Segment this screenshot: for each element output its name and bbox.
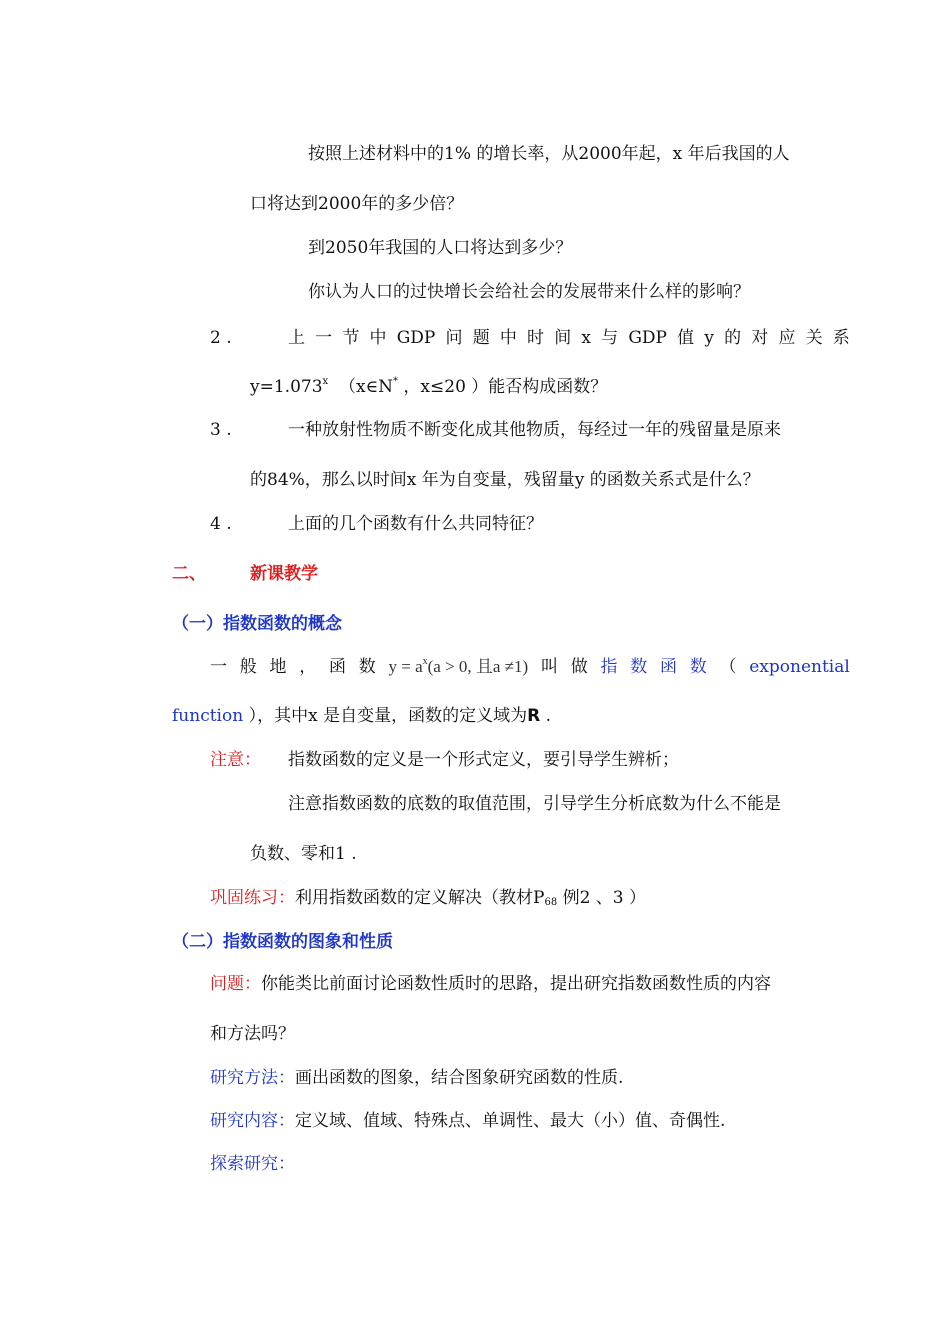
- q2-formula: y=1.073: [250, 377, 323, 397]
- q3-line2: 的84%，那么以时间x 年为自变量，残留量y 的函数关系式是什么？: [250, 470, 760, 490]
- section-title: 新课教学: [250, 564, 318, 584]
- q2-domain: （x∈N: [338, 377, 394, 397]
- q2-char: 上: [288, 328, 305, 348]
- q1-line1: 按照上述材料中的1% 的增长率，从2000年起，x 年后我国的人: [308, 144, 790, 164]
- term-english-1: exponential: [749, 657, 850, 677]
- q2-char: 时: [527, 328, 545, 348]
- q2-question: ，x≤20 ）能否构成函数？: [398, 377, 608, 397]
- q2-char: 与: [601, 328, 619, 348]
- q1-line3: 到2050年我国的人口将达到多少？: [308, 238, 573, 258]
- section-number: 二、: [172, 564, 206, 584]
- exp-formula: [389, 656, 529, 677]
- q2-char: 系: [832, 328, 850, 348]
- q1-line2: 口将达到2000年的多少倍？: [250, 194, 464, 214]
- term-english-2: function: [172, 706, 244, 726]
- formula-condition: (a > 0, 且a ≠1): [427, 657, 529, 676]
- note-line2: 注意指数函数的底数的取值范围，引导学生分析底数为什么不能是: [288, 794, 781, 814]
- paren-open: （: [719, 657, 737, 677]
- note-line3: 负数、零和1 .: [250, 844, 357, 864]
- q2-char: 题: [472, 328, 490, 348]
- def-char: 般: [239, 657, 257, 677]
- practice-line: [210, 888, 646, 909]
- subsection-title-1: （一）指数函数的概念: [172, 614, 342, 634]
- q2-char: 关: [805, 328, 823, 348]
- q2-exponent: x: [322, 376, 329, 387]
- domain-R: R: [527, 706, 541, 726]
- question-line1: [210, 974, 771, 994]
- q2-char: 中: [369, 328, 387, 348]
- q2-char: 一: [315, 328, 333, 348]
- definition-end: .: [540, 706, 551, 726]
- term-char: 函: [659, 657, 677, 677]
- def-char: 叫: [540, 657, 558, 677]
- term-char: 数: [630, 657, 648, 677]
- note-line1: 指数函数的定义是一个形式定义，要引导学生辨析；: [288, 750, 679, 770]
- q2-line1: [288, 328, 850, 348]
- q4-number: 4 .: [210, 514, 232, 534]
- question-line2: 和方法吗？: [210, 1024, 295, 1044]
- def-char: ，: [299, 657, 317, 677]
- term-char: 数: [689, 657, 707, 677]
- q2-char: 间: [554, 328, 572, 348]
- question-text: 你能类比前面讨论函数性质时的思路，提出研究指数函数性质的内容: [261, 974, 771, 994]
- q2-char: 中: [499, 328, 517, 348]
- practice-label: 巩固练习：: [210, 888, 295, 908]
- formula-base: y = a: [388, 657, 423, 676]
- practice-text: 利用指数函数的定义解决（教材P: [295, 888, 545, 908]
- subsection-title-2: （二）指数函数的图象和性质: [172, 932, 393, 952]
- q2-char: GDP: [396, 328, 436, 348]
- content-line: [210, 1111, 725, 1131]
- definition-line2: [172, 706, 551, 726]
- q2-line2: [250, 376, 607, 397]
- q2-char: y: [704, 328, 714, 348]
- note-label: 注意：: [210, 750, 261, 770]
- content-label: 研究内容：: [210, 1111, 295, 1131]
- def-char: 函: [329, 657, 346, 677]
- q2-star: *: [393, 376, 399, 387]
- explore-label: 探索研究：: [210, 1154, 295, 1174]
- definition-line1: [210, 656, 850, 677]
- def-char: 数: [358, 657, 376, 677]
- q2-number: 2 .: [210, 328, 232, 348]
- q2-char: 的: [724, 328, 742, 348]
- q1-line4: 你认为人口的过快增长会给社会的发展带来什么样的影响？: [308, 282, 750, 302]
- q3-line1: 一种放射性物质不断变化成其他物质，每经过一年的残留量是原来: [288, 420, 781, 440]
- q2-char: 应: [778, 328, 796, 348]
- def-char: 地: [269, 657, 287, 677]
- formula-exponent: x: [422, 656, 428, 667]
- question-label: 问题：: [210, 974, 261, 994]
- q2-char: 问: [445, 328, 463, 348]
- q3-number: 3 .: [210, 420, 232, 440]
- def-char: 做: [570, 657, 588, 677]
- q2-char: 对: [751, 328, 769, 348]
- content-text: 定义域、值域、特殊点、单调性、最大（小）值、奇偶性.: [295, 1111, 726, 1131]
- term-char: 指: [600, 657, 618, 677]
- method-text: 画出函数的图象，结合图象研究函数的性质.: [295, 1068, 624, 1088]
- q2-char: 节: [342, 328, 360, 348]
- def-char: 一: [210, 657, 227, 677]
- method-label: 研究方法：: [210, 1068, 295, 1088]
- definition-text: ），其中x 是自变量，函数的定义域为: [248, 706, 528, 726]
- method-line: [210, 1068, 623, 1088]
- q4-line1: 上面的几个函数有什么共同特征？: [288, 514, 543, 534]
- practice-end: 例2 、3 ）: [557, 888, 647, 908]
- q2-char: GDP: [628, 328, 667, 348]
- practice-page: 68: [544, 897, 558, 908]
- q2-char: 值: [677, 328, 695, 348]
- q2-char: x: [581, 328, 591, 348]
